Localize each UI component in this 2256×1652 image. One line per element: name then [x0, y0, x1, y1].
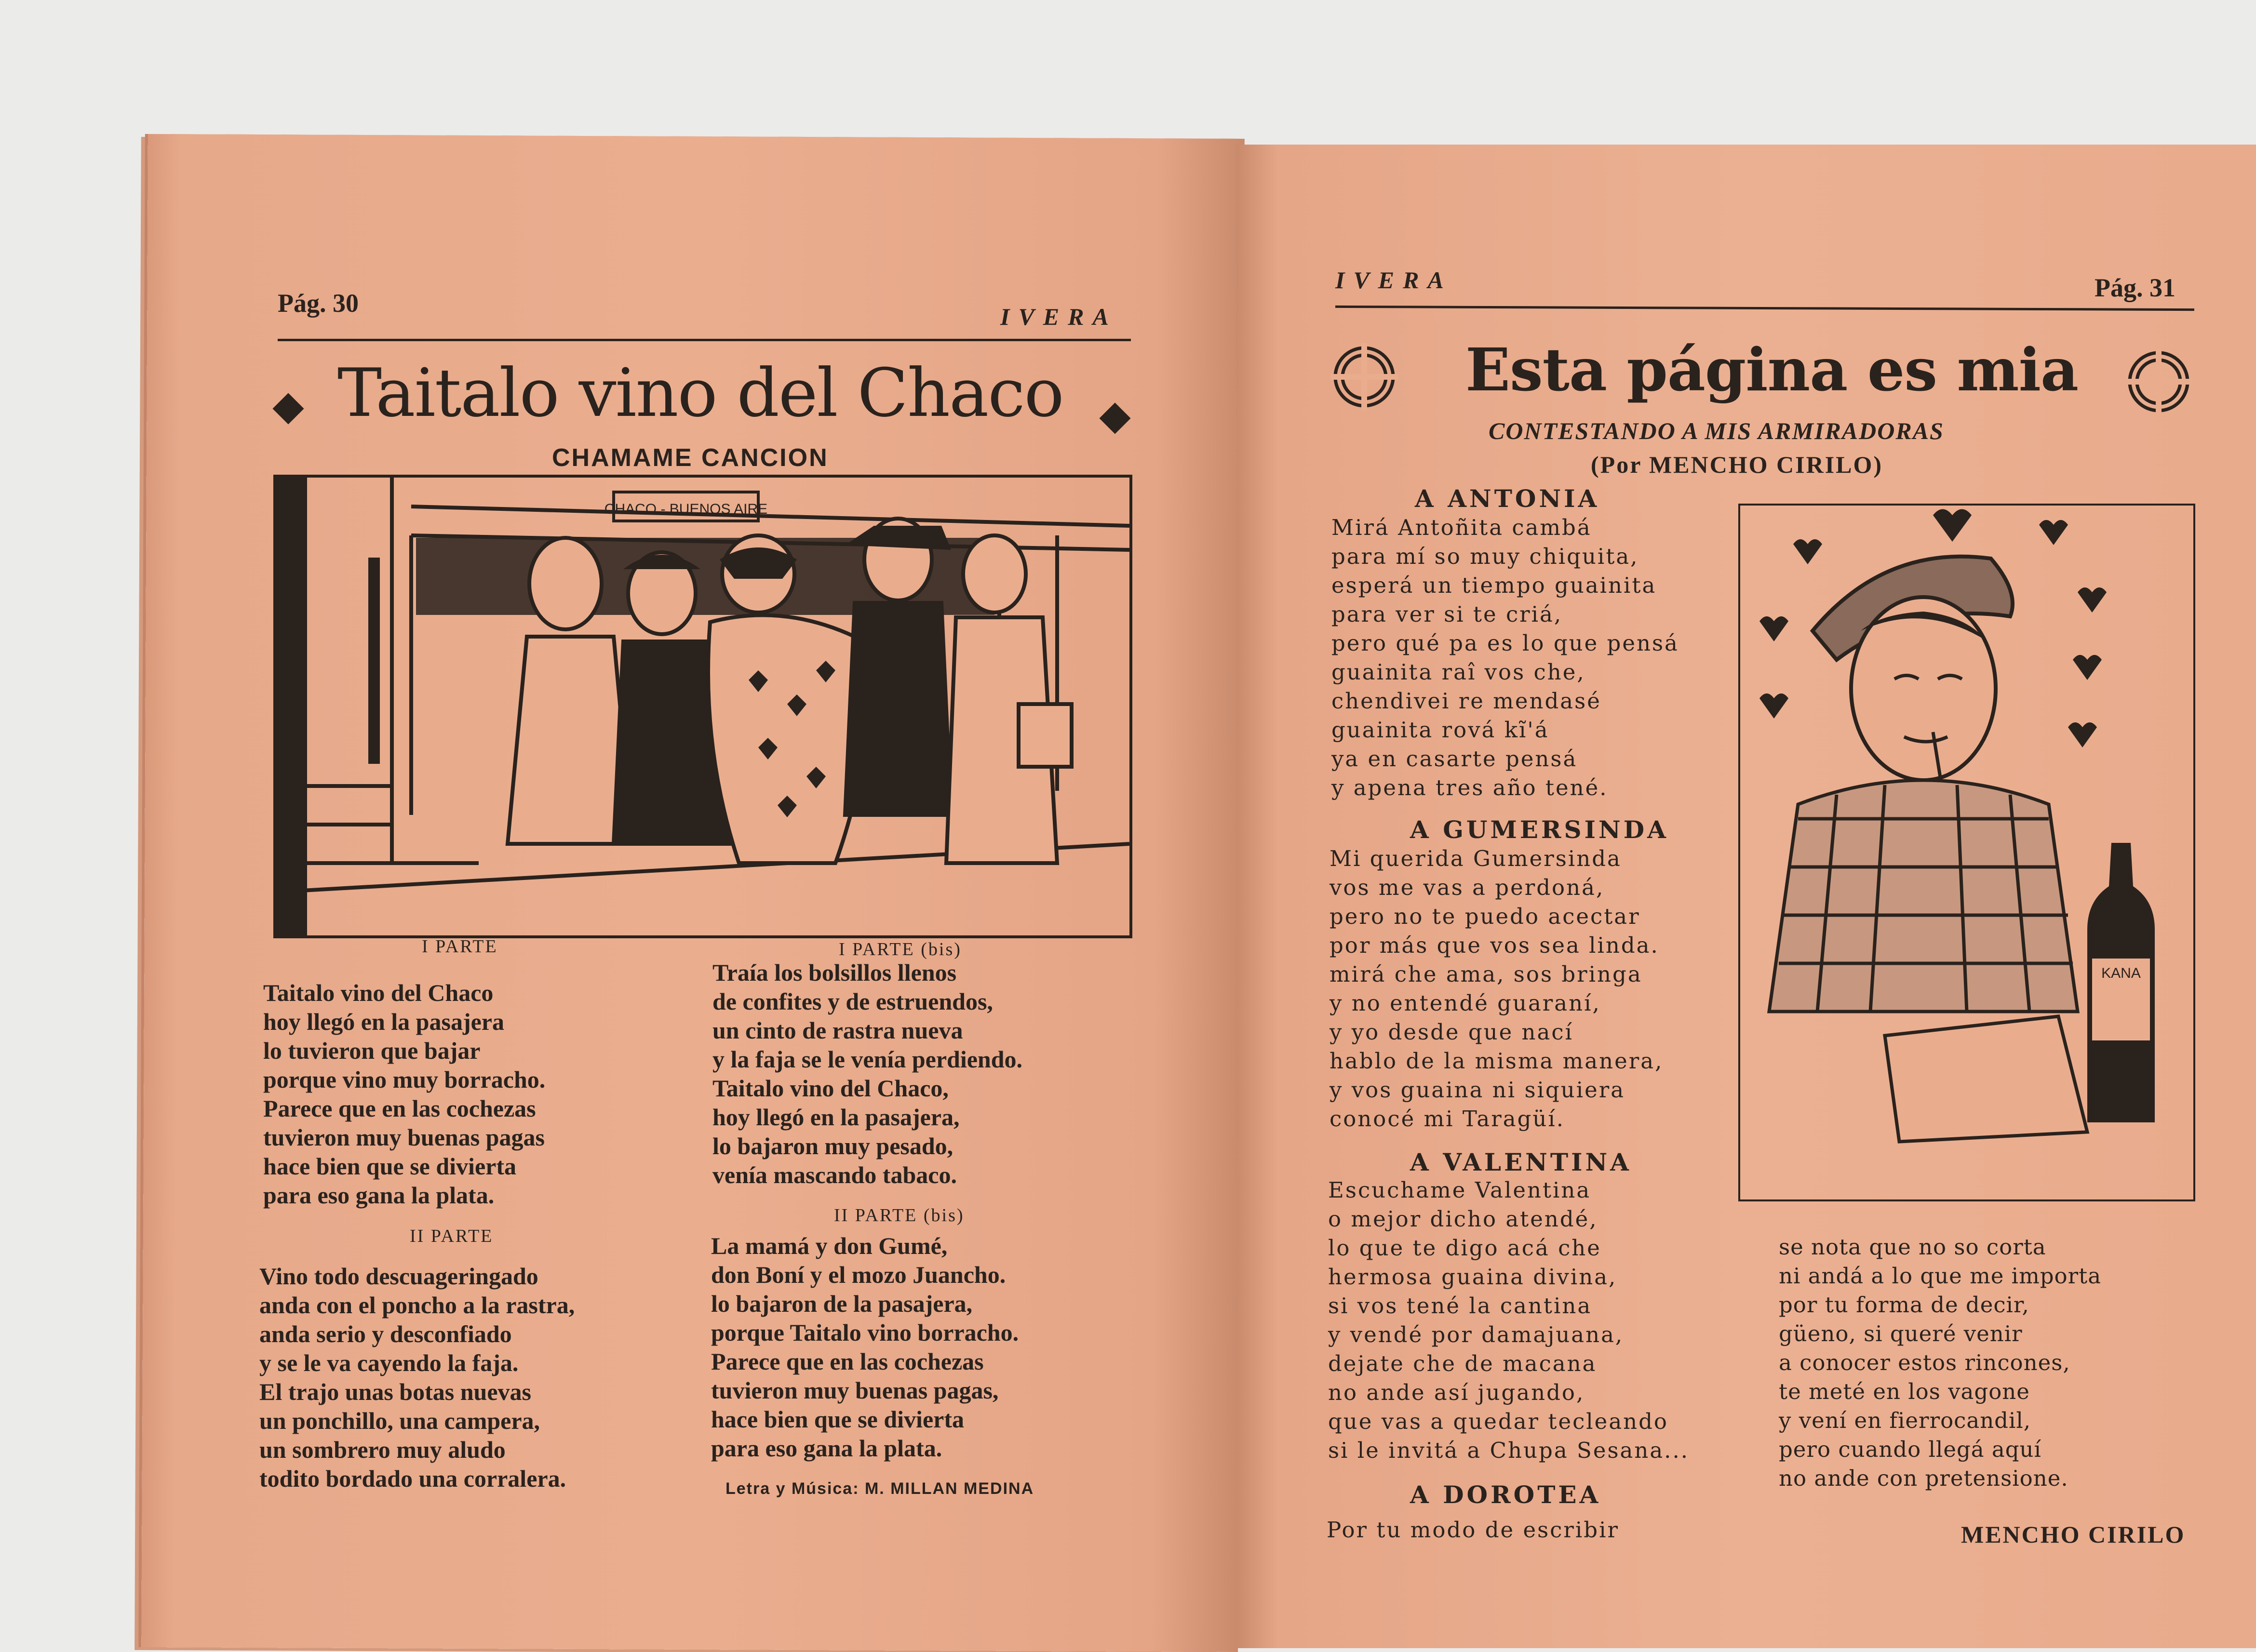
verse-line: por tu forma de decir, — [1779, 1292, 2029, 1318]
verse-line: un ponchillo, una campera, — [259, 1407, 540, 1434]
verse-line: anda con el poncho a la rastra, — [259, 1292, 575, 1319]
song-credit: Letra y Música: M. MILLAN MEDINA — [725, 1479, 1034, 1498]
article-title: Taitalo vino del Chaco — [337, 354, 1063, 432]
verse-line: La mamá y don Gumé, — [711, 1232, 948, 1259]
verse-line: no ande con pretensione. — [1779, 1465, 2068, 1491]
verse-line: vos me vas a perdoná, — [1329, 875, 1605, 900]
verse-line: hoy llegó en la pasajera, — [712, 1104, 960, 1131]
verse-line: hoy llegó en la pasajera — [263, 1008, 504, 1035]
verse-line: Parece que en las cochezas — [263, 1095, 536, 1122]
ring-ornament-icon — [2125, 348, 2192, 415]
train-station-cartoon — [276, 478, 1129, 935]
verse-line: hermosa guaina divina, — [1328, 1264, 1617, 1290]
section-heading: A VALENTINA — [1410, 1148, 1632, 1176]
verse-line: guainita raî vos che, — [1331, 659, 1585, 685]
verse-line: guainita rová kĩ'á — [1331, 717, 1549, 743]
part-label: I PARTE — [422, 936, 498, 957]
verse-line: chendivei re mendasé — [1331, 688, 1601, 714]
verse-block — [1779, 1233, 2101, 1493]
bottle-label-text: KANA — [2101, 965, 2141, 981]
train-sign-text: CHACO - BUENOS AIRE — [604, 501, 768, 517]
verse-line: para mí so muy chiquita, — [1331, 544, 1639, 569]
verse-line: y se le va cayendo la faja. — [259, 1349, 519, 1376]
right-page-number: Pág. 31 — [2095, 273, 2175, 302]
verse-line: y la faja se le venía perdiendo. — [712, 1046, 1023, 1073]
part-label: II PARTE (bis) — [834, 1205, 965, 1226]
verse-block — [1328, 1176, 1689, 1465]
section-heading: A ANTONIA — [1415, 484, 1600, 513]
byline: (Por MENCHO CIRILO) — [1591, 451, 1883, 478]
verse-line: hace bien que se divierta — [711, 1406, 964, 1433]
verse-line: a conocer estos rincones, — [1779, 1350, 2070, 1375]
verse-line: tuvieron muy buenas pagas — [263, 1124, 545, 1151]
verse-line: ni andá a lo que me importa — [1779, 1263, 2102, 1289]
verse-line: tuvieron muy buenas pagas, — [711, 1377, 999, 1404]
verse-line: esperá un tiempo guainita — [1331, 573, 1657, 598]
verse-line: El trajo unas botas nuevas — [259, 1378, 531, 1405]
verse-line: pero cuando llegá aquí — [1779, 1437, 2041, 1462]
verse-line: Por tu modo de escribir — [1327, 1517, 1619, 1543]
verse-block — [712, 958, 1022, 1189]
right-running-header: IVERA — [1335, 266, 1452, 293]
section-heading: A DOROTEA — [1410, 1480, 1601, 1509]
verse-line: de confites y de estruendos, — [712, 988, 993, 1015]
verse-line: don Boní y el mozo Juancho. — [711, 1261, 1006, 1288]
verse-line: Escuchame Valentina — [1328, 1177, 1591, 1203]
part-label: II PARTE — [410, 1226, 494, 1246]
verse-line: y vendé por damajuana, — [1328, 1322, 1624, 1347]
verse-line: pero no te puedo acectar — [1329, 904, 1640, 929]
verse-line: Taitalo vino del Chaco — [263, 979, 494, 1006]
verse-line: para eso gana la plata. — [263, 1182, 495, 1209]
verse-line: y no entendé guaraní, — [1329, 990, 1601, 1016]
page-title: Esta página es mia — [1465, 335, 2079, 404]
verse-line: y apena tres año tené. — [1331, 775, 1608, 800]
verse-block — [1331, 513, 1679, 802]
verse-line: güeno, si queré venir — [1779, 1321, 2023, 1346]
verse-block — [263, 978, 545, 1210]
cartoon-illustration — [273, 475, 1132, 938]
verse-block — [259, 1262, 575, 1493]
left-running-header: IVERA — [1000, 303, 1117, 330]
verse-line: un cinto de rastra nueva — [712, 1017, 963, 1044]
verse-line: hablo de la misma manera, — [1329, 1048, 1664, 1074]
left-page-number: Pág. 30 — [278, 289, 359, 318]
left-header-rule — [278, 339, 1131, 341]
woman-portrait-sketch — [1740, 506, 2193, 1199]
verse-line: se nota que no so corta — [1779, 1234, 2046, 1260]
portrait-illustration — [1738, 504, 2195, 1201]
verse-line: venía mascando tabaco. — [712, 1161, 957, 1188]
verse-line: hace bien que se divierta — [263, 1153, 516, 1180]
verse-line: conocé mi Taragüí. — [1329, 1106, 1565, 1132]
verse-line: porque vino muy borracho. — [263, 1066, 546, 1093]
verse-line: Taitalo vino del Chaco, — [712, 1075, 949, 1102]
verse-line: para ver si te criá, — [1331, 601, 1563, 627]
verse-line: Mi querida Gumersinda — [1329, 846, 1622, 871]
verse-line: ya en casarte pensá — [1331, 746, 1578, 772]
verse-block — [711, 1231, 1019, 1463]
verse-line: lo que te digo acá che — [1328, 1235, 1601, 1261]
author-signature: MENCHO CIRILO — [1961, 1521, 2186, 1548]
verse-line: lo tuvieron que bajar — [263, 1037, 481, 1064]
verse-line: lo bajaron muy pesado, — [712, 1132, 953, 1159]
section-heading: A GUMERSINDA — [1410, 815, 1669, 844]
article-subtitle: CHAMAME CANCION — [552, 444, 829, 472]
verse-line: por más que vos sea linda. — [1329, 933, 1659, 958]
verse-line: un sombrero muy aludo — [259, 1436, 506, 1463]
part-label: I PARTE (bis) — [839, 939, 962, 959]
page-subtitle: CONTESTANDO A MIS ARMIRADORAS — [1489, 417, 1944, 444]
verse-line: porque Taitalo vino borracho. — [711, 1319, 1019, 1346]
verse-line: Mirá Antoñita cambá — [1331, 515, 1592, 540]
verse-line: no ande así jugando, — [1328, 1380, 1585, 1405]
verse-block — [1329, 844, 1663, 1133]
verse-line: mirá che ama, sos bringa — [1329, 961, 1642, 987]
verse-line: anda serio y desconfiado — [259, 1320, 512, 1347]
verse-line: lo bajaron de la pasajera, — [711, 1290, 973, 1317]
verse-line: te meté en los vagone — [1779, 1379, 2030, 1404]
verse-line: para eso gana la plata. — [711, 1435, 942, 1462]
verse-line: Parece que en las cochezas — [711, 1348, 984, 1375]
ring-ornament-icon — [1330, 343, 1398, 411]
verse-line: todito bordado una corralera. — [259, 1465, 566, 1492]
verse-line: Vino todo descuageringado — [259, 1263, 538, 1290]
verse-block — [1327, 1516, 1619, 1545]
verse-line: y yo desde que nací — [1329, 1019, 1573, 1045]
verse-line: pero qué pa es lo que pensá — [1331, 630, 1679, 656]
verse-line: o mejor dicho atendé, — [1328, 1206, 1598, 1232]
verse-line: y vos guaina ni siquiera — [1329, 1077, 1625, 1103]
verse-line: si vos tené la cantina — [1328, 1293, 1592, 1319]
verse-line: y vení en fierrocandil, — [1779, 1408, 2031, 1433]
verse-line: si le invitá a Chupa Sesana... — [1328, 1438, 1690, 1463]
verse-line: que vas a quedar tecleando — [1328, 1409, 1669, 1434]
verse-line: dejate che de macana — [1328, 1351, 1597, 1376]
verse-line: Traía los bolsillos llenos — [712, 959, 957, 986]
